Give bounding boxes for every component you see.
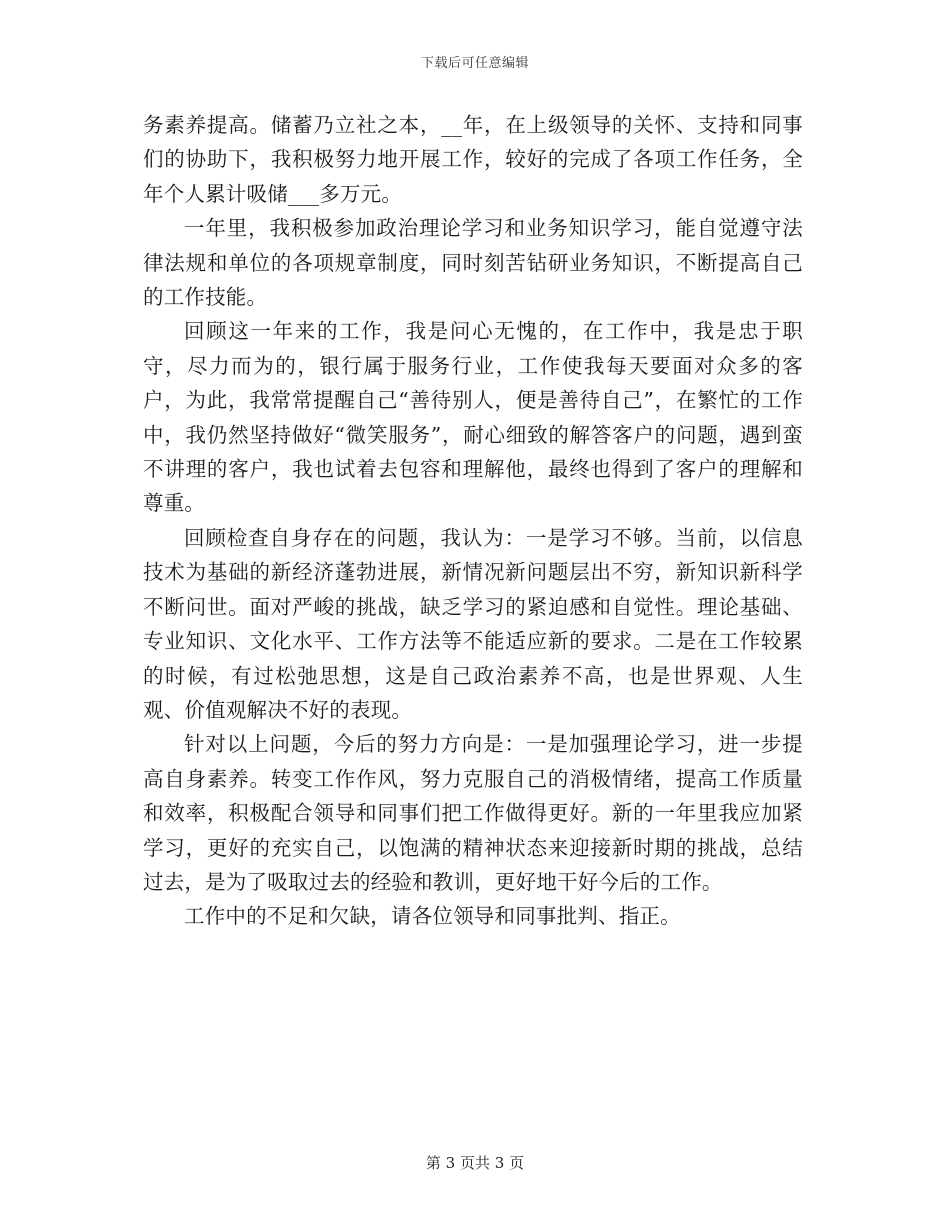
paragraph-5: 针对以上问题，今后的努力方向是：一是加强理论学习，进一步提高自身素养。转变工作作风，努力克服自己的消极情绪，提高工作质量和效率，积极配合领导和同事们把工作做得更好。新的一年里我应加紧学习，更好的充实自己，以饱满的精神状态来迎接新时期的挑战，总结过去，是为了吸取过去的经验和教训，更好地干好今后的工作。: [143, 732, 803, 894]
paragraph-4: 回顾检查自身存在的问题，我认为：一是学习不够。当前，以信息技术为基础的新经济蓬勃进展，新情况新问题层出不穷，新知识新科学不断问世。面对严峻的挑战，缺乏学习的紧迫感和自觉性。理论基础、专业知识、文化水平、工作方法等不能适应新的要求。二是在工作较累的时候，有过松弛思想，这是自己政治素养不高，也是世界观、人生观、价值观解决不好的表现。: [143, 525, 803, 722]
paragraph-1: 务素养提高。储蓄乃立社之本，__年，在上级领导的关怀、支持和同事们的协助下，我积极努力地开展工作，较好的完成了各项工作任务，全年个人累计吸储___多万元。: [143, 113, 803, 206]
paragraph-3: 回顾这一年来的工作，我是问心无愧的，在工作中，我是忠于职守，尽力而为的，银行属于服务行业，工作使我每天要面对众多的客户，为此，我常常提醒自己“善待别人，便是善待自己”，在繁忙的工作中，我仍然坚持做好“微笑服务”，耐心细致的解答客户的问题，遇到蛮不讲理的客户，我也试着去包容和理解他，最终也得到了客户的理解和尊重。: [143, 319, 803, 516]
page-header: 下载后可任意编辑: [420, 56, 529, 71]
document-body: [143, 108, 803, 934]
page-footer: 第 3 页共 3 页: [425, 1154, 525, 1172]
paragraph-2: 一年里，我积极参加政治理论学习和业务知识学习，能自觉遵守法律法规和单位的各项规章制度，同时刻苦钻研业务知识，不断提高自己的工作技能。: [143, 216, 803, 310]
paragraph-6: 工作中的不足和欠缺，请各位领导和同事批判、指正。: [184, 904, 681, 929]
